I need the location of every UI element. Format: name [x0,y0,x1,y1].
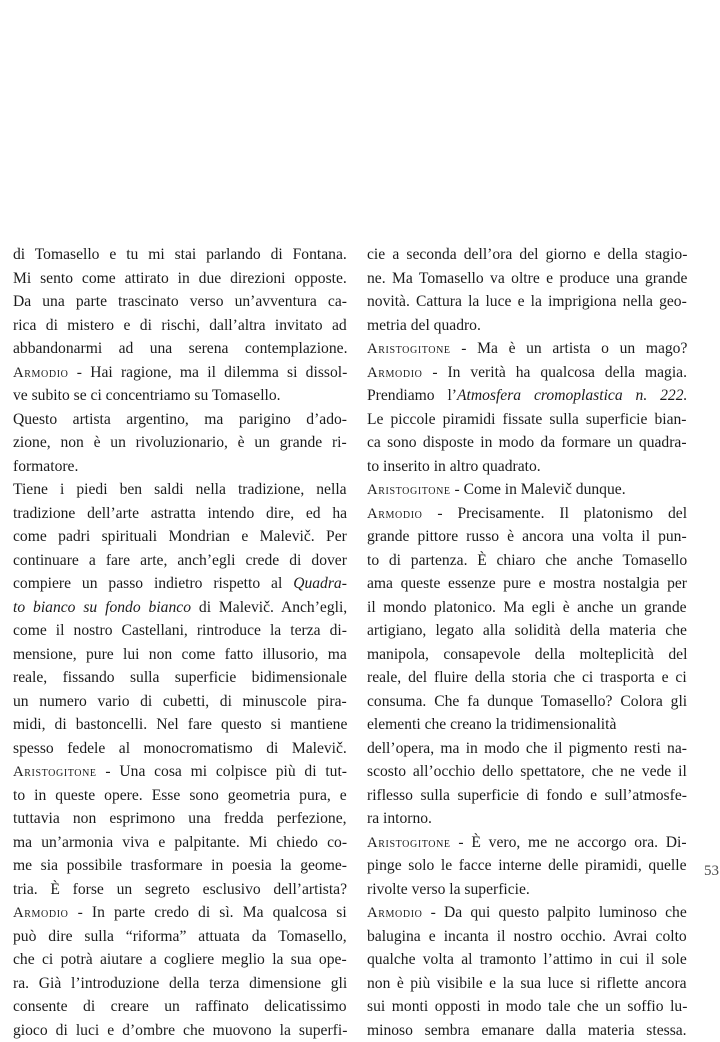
text-line [367,549,687,573]
text-run: ma un’armonia viva e palpitante. Mi chiedo co- [13,834,347,851]
text-run: - Hai ragione, ma il dilemma si dissol- [68,364,347,381]
speaker-name: Aristogitone [13,764,97,780]
text-line [13,760,347,784]
right-text-column [367,243,687,1042]
text-line [13,455,347,479]
text-line [367,666,687,690]
text-run: ama queste essenze pure e mostra nostalgia per [367,575,687,592]
text-line [367,760,687,784]
text-run: manipola, consapevole della molteplicità del [367,646,687,663]
text-run: me sia possibile trasformare in poesia la geome- [13,857,347,874]
text-run: come padri spirituali Mondrian e Malevič. Per [13,528,347,545]
text-line [13,995,347,1019]
text-line [367,572,687,596]
text-run: reale, del fluire della storia che ci trasporta e ci [367,669,687,686]
text-run: - Come in Malevič dunque. [451,481,626,498]
text-run: reale, fissando sulla superficie bidimensionale [13,669,347,686]
text-run: come il nostro Castellani, rintroduce la terza di- [13,622,347,639]
speaker-name: Aristogitone [367,835,451,851]
text-line [367,502,687,526]
text-line [13,361,347,385]
text-run: - Ma è un artista o un mago? [451,340,688,357]
text-run: ra. Già l’introduzione della terza dimensione gli [13,975,347,992]
text-line [13,267,347,291]
text-line [367,1019,687,1042]
text-line [367,737,687,761]
text-run: metria del quadro. [367,317,481,334]
text-run: mensione, pure lui non come fatto illusorio, ma [13,646,347,663]
italic-title: Atmosfera cromoplastica n. 222. [457,387,687,404]
text-run: rivolte verso la superficie. [367,881,530,898]
text-run: elementi che creano la tridimensionalità [367,716,616,733]
text-run: - È vero, me ne accorgo ora. Di- [451,834,687,851]
text-line [13,784,347,808]
text-line [13,525,347,549]
text-line [367,314,687,338]
text-run: spesso fedele al monocromatismo di Malevič. [13,740,347,757]
text-line [13,666,347,690]
text-run: compiere un passo indietro rispetto al [13,575,293,592]
text-run: - Una cosa mi colpisce più di tut- [97,763,347,780]
text-line [367,643,687,667]
text-run: rica di mistero e di rischi, dall’altra invitato ad [13,317,347,334]
text-run: - In parte credo di sì. Ma qualcosa si [68,904,346,921]
text-run: artigiano, legato alla solidità della materia che [367,622,687,639]
text-run: ra intorno. [367,810,432,827]
text-run: un numero vario di cubetti, di minuscole pira- [13,693,347,710]
text-run: Questo artista argentino, ma parigino d’ado- [13,411,347,428]
text-line [13,596,347,620]
text-run: ne. Ma Tomasello va oltre e produce una grande [367,270,687,287]
text-line [13,549,347,573]
text-line [367,925,687,949]
text-line [13,831,347,855]
text-run: midi, di bastoncelli. Nel fare questo si mantiene [13,716,347,733]
text-run: to di partenza. È chiaro che anche Tomasello [367,552,687,569]
text-line [367,290,687,314]
text-line [13,948,347,972]
text-line [13,713,347,737]
text-line [367,972,687,996]
text-line [13,1019,347,1042]
text-run: Da una parte trascinato verso un’avventura ca- [13,293,347,310]
text-run: riflesso sulla superficie di fondo e sull’atmosfe- [367,787,687,804]
text-run: gioco di luci e d’ombre che muovono la superfi- [13,1022,347,1039]
text-line [367,784,687,808]
text-run: qualche volta al tramonto l’attimo in cui il sole [367,951,687,968]
text-line [13,572,347,596]
text-line [13,690,347,714]
text-run: sui monti opposti in modo tale che un soffio lu- [367,998,687,1015]
italic-title: to bianco su fondo bianco [13,599,191,616]
speaker-name: Aristogitone [367,341,451,357]
speaker-name: Aristogitone [367,482,451,498]
text-run: continuare a fare arte, anch’egli crede di dover [13,552,347,569]
text-run: abbandonarmi ad una serena contemplazione. [13,340,347,357]
text-line [13,478,347,502]
text-line [367,243,687,267]
text-run: Mi sento come attirato in due direzioni opposte. [13,270,347,287]
text-line [367,455,687,479]
text-run: tradizione dell’arte astratta intendo dire, ed ha [13,505,347,522]
text-line [13,854,347,878]
text-run: balugina e incanta il nostro occhio. Avrai colto [367,928,687,945]
text-line [367,995,687,1019]
text-run: il mondo platonico. Ma egli è anche un grande [367,599,687,616]
text-line [367,525,687,549]
text-line [367,948,687,972]
text-line [367,478,687,502]
text-line [367,690,687,714]
text-run: - Precisamente. Il platonismo del [422,505,687,522]
text-line [367,713,687,737]
text-run: pinge solo le facce interne delle piramidi, quelle [367,857,687,874]
text-line [367,431,687,455]
speaker-name: Armodio [367,506,422,522]
text-run: to in queste opere. Esse sono geometria pura, e [13,787,347,804]
italic-title: Quadra- [293,575,347,592]
text-line [13,337,347,361]
text-run: di Malevič. Anch’egli, [191,599,347,616]
text-run: consente di creare un raffinato delicatissimo [13,998,347,1015]
text-line [367,596,687,620]
text-run: Prendiamo l’ [367,387,457,404]
text-line [367,831,687,855]
text-line [367,337,687,361]
text-run: di Tomasello e tu mi stai parlando di Fontana. [13,246,347,263]
page-number: 53 [704,863,719,880]
text-run: - Da qui questo palpito luminoso che [422,904,686,921]
text-run: tria. È forse un segreto esclusivo dell’artista? [13,881,347,898]
text-run: ve subito se ci concentriamo su Tomasello. [13,387,281,404]
text-line [13,502,347,526]
text-line [13,878,347,902]
text-line [13,643,347,667]
text-line [367,901,687,925]
text-run: che ci potrà aiutare a cogliere meglio la sua ope- [13,951,347,968]
speaker-name: Armodio [367,905,422,921]
text-run: cie a seconda dell’ora del giorno e della stagio- [367,246,687,263]
text-run: Tiene i piedi ben saldi nella tradizione, nella [13,481,347,498]
text-run: ca sono disposte in modo da formare un quadra- [367,434,687,451]
text-run: - In verità ha qualcosa della magia. [422,364,687,381]
speaker-name: Armodio [13,365,68,381]
text-line [13,737,347,761]
text-line [367,408,687,432]
text-line [13,619,347,643]
text-line [13,384,347,408]
speaker-name: Armodio [13,905,68,921]
text-line [13,972,347,996]
text-line [367,807,687,831]
text-run: dell’opera, ma in modo che il pigmento resti na- [367,740,687,757]
text-run: novità. Cattura la luce e la imprigiona nella geo- [367,293,687,310]
text-line [13,925,347,949]
text-line [13,314,347,338]
text-line [13,243,347,267]
text-line [367,854,687,878]
speaker-name: Armodio [367,365,422,381]
text-line [13,807,347,831]
text-run: scosto all’occhio dello spettatore, che ne vede il [367,763,687,780]
text-line [13,901,347,925]
text-line [13,431,347,455]
left-text-column [13,243,347,1042]
text-line [367,267,687,291]
text-run: tuttavia non esprimono una fredda perfezione, [13,810,347,827]
text-run: minoso sembra emanare dalla materia stessa. [367,1022,687,1039]
text-line [13,290,347,314]
text-line [367,619,687,643]
text-run: può dire sulla “riforma” attuata da Tomasello, [13,928,347,945]
text-line [367,878,687,902]
text-run: zione, non è un rivoluzionario, è un grande ri- [13,434,347,451]
text-line [13,408,347,432]
text-run: grande pittore russo è ancora una volta il pun- [367,528,687,545]
text-run: to inserito in altro quadrato. [367,458,541,475]
text-run: non è più visibile e la sua luce si riflette ancora [367,975,687,992]
text-run: Le piccole piramidi fissate sulla superficie bian- [367,411,687,428]
text-line [367,384,687,408]
text-run: formatore. [13,458,78,475]
text-line [367,361,687,385]
text-run: consuma. Che fa dunque Tomasello? Colora gli [367,693,687,710]
